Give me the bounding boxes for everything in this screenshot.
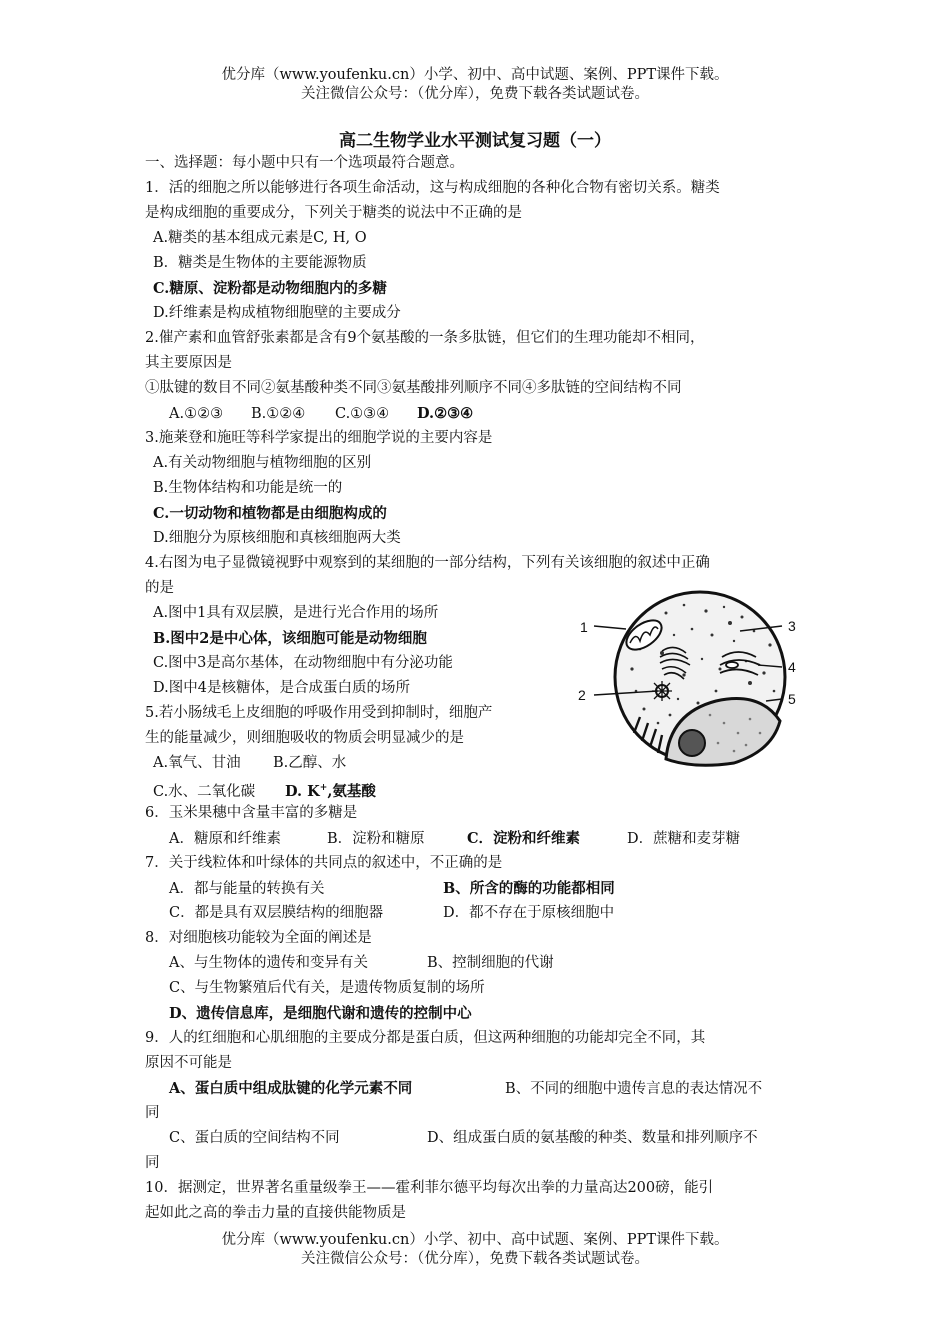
figure-label-3: 3 — [788, 618, 796, 634]
section-heading: 一、选择题：每小题中只有一个选项最符合题意。 — [145, 155, 464, 171]
q2-option-d: D.②③④ — [417, 405, 474, 422]
q1-option-c: C.糖原、淀粉都是动物细胞内的多糖 — [153, 280, 387, 297]
q7-option-c: C．都是具有双层膜结构的细胞器 — [169, 905, 384, 921]
q3-option-b: B.生物体结构和功能是统一的 — [153, 480, 343, 496]
q2-options — [145, 401, 810, 426]
q2-option-b: B.①②④ — [251, 406, 306, 422]
q10-stem-line-2: 起如此之高的拳击力量的直接供能物质是 — [145, 1205, 406, 1221]
q1-option-d: D.纤维素是构成植物细胞壁的主要成分 — [153, 305, 401, 321]
q6-option-a: A．糖原和纤维素 — [169, 831, 281, 847]
q8-option-a: A、与生物体的遗传和变异有关 — [169, 955, 368, 971]
q5-option-d: D. K+,氨基酸 — [285, 782, 376, 800]
q9-option-b: B、不同的细胞中遗传言息的表达情况不 — [505, 1081, 763, 1097]
q9-options-row-1 — [145, 1076, 810, 1101]
q3-stem: 3.施莱登和施旺等科学家提出的细胞学说的主要内容是 — [145, 430, 493, 446]
q9-option-c: C、蛋白质的空间结构不同 — [169, 1130, 340, 1146]
q1-stem-line-1: 1．活的细胞之所以能够进行各项生命活动，这与构成细胞的各种化合物有密切关系。糖类 — [145, 180, 720, 196]
q9-stem-line-2: 原因不可能是 — [145, 1055, 232, 1071]
footer-line-2: 关注微信公众号：（优分库），免费下载各类试题试卷。 — [301, 1251, 649, 1267]
q1-option-a: A.糖类的基本组成元素是C, H, O — [153, 230, 367, 246]
q9-options-row-2 — [145, 1126, 810, 1151]
figure-label-2: 2 — [578, 687, 586, 703]
q6-stem: 6．玉米果穗中含量丰富的多糖是 — [145, 805, 358, 821]
figure-label-4: 4 — [788, 659, 796, 675]
q1-option-b: B．糖类是生物体的主要能源物质 — [153, 255, 367, 271]
q8-stem: 8．对细胞核功能较为全面的阐述是 — [145, 930, 372, 946]
q5-options-row-2 — [145, 776, 810, 801]
figure-label-5: 5 — [788, 691, 796, 707]
q6-option-d: D．蔗糖和麦芽糖 — [627, 831, 741, 847]
header-line-2: 关注微信公众号：（优分库），免费下载各类试题试卷。 — [301, 86, 649, 102]
cell-electron-micrograph-figure — [574, 583, 806, 768]
q9-option-a: A、蛋白质中组成肽键的化学元素不同 — [169, 1080, 413, 1097]
q3-option-d: D.细胞分为原核细胞和真核细胞两大类 — [153, 530, 401, 546]
q4-stem-line-1: 4.右图为电子显微镜视野中观察到的某细胞的一部分结构，下列有关该细胞的叙述中正确 — [145, 555, 710, 571]
footer-line-1: 优分库（www.youfenku.cn）小学、初中、高中试题、案例、PPT课件下载。 — [221, 1232, 729, 1248]
q5-option-a: A.氧气、甘油 — [153, 755, 241, 771]
q5-option-b: B.乙醇、水 — [273, 755, 347, 771]
q5-stem-line-1: 5.若小肠绒毛上皮细胞的呼吸作用受到抑制时，细胞产 — [145, 705, 493, 721]
q4-option-b: B.图中2是中心体，该细胞可能是动物细胞 — [153, 630, 427, 647]
q3-option-c: C.一切动物和植物都是由细胞构成的 — [153, 505, 387, 522]
page-title: 高二生物学业水平测试复习题（一） — [339, 131, 611, 151]
q7-option-d: D．都不存在于原核细胞中 — [443, 905, 615, 921]
q8-option-b: B、控制细胞的代谢 — [427, 955, 554, 971]
q9-option-d: D、组成蛋白质的氨基酸的种类、数量和排列顺序不 — [427, 1130, 758, 1146]
q8-options-row-1 — [145, 951, 810, 976]
q6-option-c: C．淀粉和纤维素 — [467, 830, 581, 847]
q7-options-row-1 — [145, 876, 810, 901]
header-line-1: 优分库（www.youfenku.cn）小学、初中、高中试题、案例、PPT课件下载。 — [221, 67, 729, 83]
q7-option-a: A．都与能量的转换有关 — [169, 881, 325, 897]
q2-option-c: C.①③④ — [335, 406, 390, 422]
q2-stem-line-1: 2.催产素和血管舒张素都是含有9个氨基酸的一条多肽链，但它们的生理功能却不相同， — [145, 330, 705, 346]
q2-option-a: A.①②③ — [169, 406, 224, 422]
q8-option-d: D、遗传信息库，是细胞代谢和遗传的控制中心 — [169, 1005, 472, 1022]
q2-stem-line-2: 其主要原因是 — [145, 355, 232, 371]
q3-option-a: A.有关动物细胞与植物细胞的区别 — [153, 455, 372, 471]
q9-stem-line-1: 9．人的红细胞和心肌细胞的主要成分都是蛋白质，但这两种细胞的功能却完全不同，其 — [145, 1030, 706, 1046]
q4-option-c: C.图中3是高尔基体，在动物细胞中有分泌功能 — [153, 655, 453, 671]
q7-stem: 7．关于线粒体和叶绿体的共同点的叙述中，不正确的是 — [145, 855, 503, 871]
q1-stem-line-2: 是构成细胞的重要成分，下列关于糖类的说法中不正确的是 — [145, 205, 522, 221]
q6-options — [145, 826, 810, 851]
q5-stem-line-2: 生的能量减少，则细胞吸收的物质会明显减少的是 — [145, 730, 464, 746]
q4-stem-line-2: 的是 — [145, 580, 174, 596]
q5-option-c: C.水、二氧化碳 — [153, 783, 256, 800]
q4-option-a: A.图中1具有双层膜，是进行光合作用的场所 — [153, 605, 439, 621]
q10-stem-line-1: 10．据测定，世界著名重量级拳王——霍利菲尔德平均每次出拳的力量高达200磅，能引 — [145, 1180, 714, 1196]
q4-option-d: D.图中4是核糖体，是合成蛋白质的场所 — [153, 680, 410, 696]
q6-option-b: B．淀粉和糖原 — [327, 831, 425, 847]
q7-option-b: B、所含的酶的功能都相同 — [443, 880, 615, 897]
q9-option-d-continued: 同 — [145, 1155, 160, 1171]
q7-options-row-2 — [145, 901, 810, 926]
q2-stem-line-3: ①肽键的数目不同②氨基酸种类不同③氨基酸排列顺序不同④多肽链的空间结构不同 — [145, 380, 682, 396]
q9-option-b-continued: 同 — [145, 1105, 160, 1121]
figure-label-1: 1 — [580, 619, 588, 635]
q8-option-c: C、与生物繁殖后代有关，是遗传物质复制的场所 — [169, 980, 485, 996]
